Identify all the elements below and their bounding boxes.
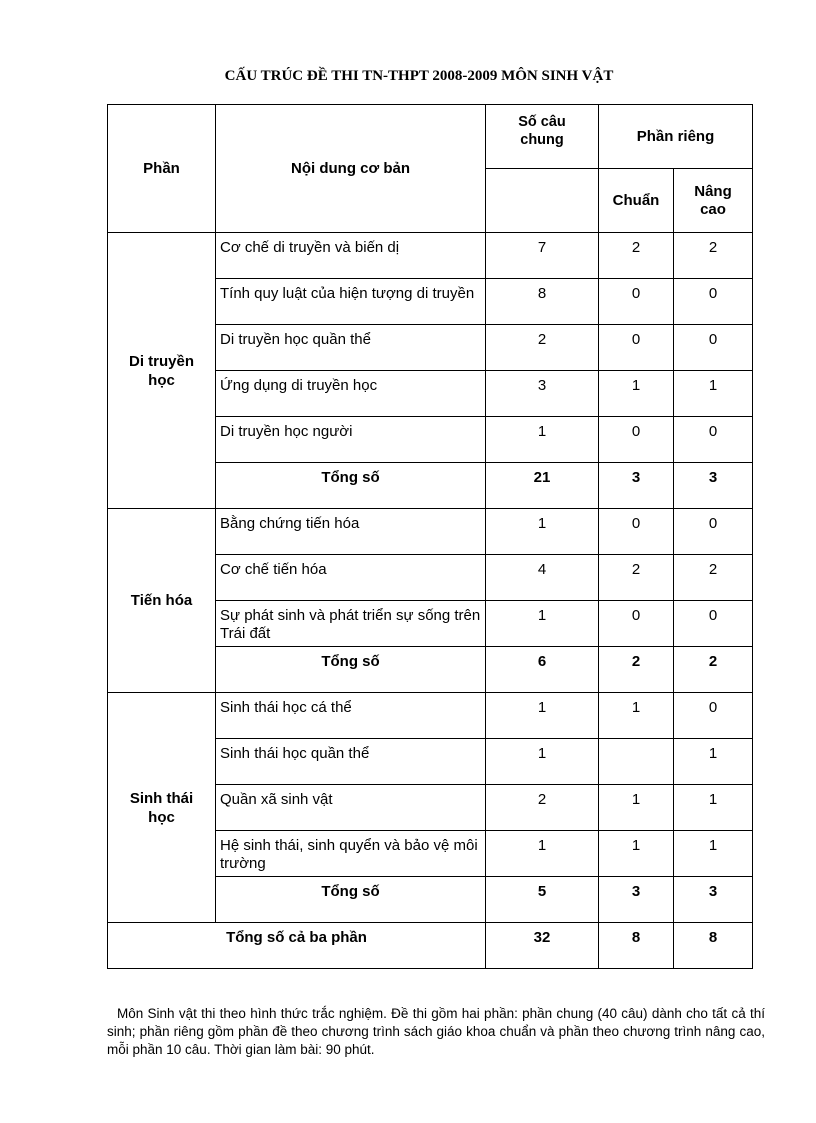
- content-cell: Ứng dụng di truyền học: [216, 371, 486, 417]
- chuan-cell: 1: [599, 371, 674, 417]
- chuan-cell: 2: [599, 233, 674, 279]
- content-cell: Quần xã sinh vật: [216, 785, 486, 831]
- content-cell: Tính quy luật của hiện tượng di truyền: [216, 279, 486, 325]
- total-chung: 5: [486, 877, 599, 923]
- grand-total-label: Tổng số cả ba phần: [108, 923, 486, 969]
- grand-total-chuan: 8: [599, 923, 674, 969]
- chuan-cell: 0: [599, 509, 674, 555]
- chung-cell: 1: [486, 739, 599, 785]
- header-phan: Phần: [108, 105, 216, 233]
- content-cell: Sinh thái học quần thể: [216, 739, 486, 785]
- header-empty: [486, 169, 599, 233]
- chung-cell: 2: [486, 785, 599, 831]
- total-nang-cao: 3: [674, 877, 753, 923]
- chuan-cell: 0: [599, 279, 674, 325]
- nang-cao-cell: 0: [674, 693, 753, 739]
- total-nang-cao: 3: [674, 463, 753, 509]
- content-cell: Di truyền học quần thể: [216, 325, 486, 371]
- chuan-cell: 1: [599, 693, 674, 739]
- chuan-cell: 1: [599, 831, 674, 877]
- chuan-cell: 0: [599, 325, 674, 371]
- content-cell: Cơ chế tiến hóa: [216, 555, 486, 601]
- section-name: Di truyền học: [108, 233, 216, 509]
- content-cell: Hệ sinh thái, sinh quyển và bảo vệ môi trường: [216, 831, 486, 877]
- exam-structure-table: [107, 104, 753, 969]
- grand-total-chung: 32: [486, 923, 599, 969]
- chung-cell: 7: [486, 233, 599, 279]
- table-row: [108, 509, 753, 555]
- header-nang-cao: Nâng cao: [674, 169, 753, 233]
- content-cell: Sự phát sinh và phát triển sự sống trên Trái đất: [216, 601, 486, 647]
- section-name: Tiến hóa: [108, 509, 216, 693]
- chung-cell: 3: [486, 371, 599, 417]
- nang-cao-cell: 2: [674, 233, 753, 279]
- table-row: [108, 693, 753, 739]
- total-chung: 21: [486, 463, 599, 509]
- chuan-cell: 0: [599, 601, 674, 647]
- nang-cao-cell: 0: [674, 509, 753, 555]
- description-paragraph: Môn Sinh vật thi theo hình thức trắc nghiệm. Đề thi gồm hai phần: phần chung (40 câu) dành cho tất cả thí sinh; phần riêng gồm phần đề theo chương trình sách giáo khoa chuẩn và phần theo chương trình nâng cao, mỗi phần 10 câu. Thời gian làm bài: 90 phút.: [107, 1006, 765, 1057]
- total-chuan: 3: [599, 463, 674, 509]
- header-so-cau-chung: Số câu chung: [486, 105, 599, 169]
- page-title: CẤU TRÚC ĐỀ THI TN-THPT 2008-2009 MÔN SINH VẬT: [224, 68, 614, 84]
- content-cell: Di truyền học người: [216, 417, 486, 463]
- total-label: Tổng số: [216, 647, 486, 693]
- grand-total-row: [108, 923, 753, 969]
- header-noi-dung: Nội dung cơ bản: [216, 105, 486, 233]
- nang-cao-cell: 1: [674, 739, 753, 785]
- nang-cao-cell: 1: [674, 785, 753, 831]
- table-row: [108, 233, 753, 279]
- nang-cao-cell: 0: [674, 325, 753, 371]
- nang-cao-cell: 0: [674, 417, 753, 463]
- header-chuan: Chuẩn: [599, 169, 674, 233]
- total-chuan: 3: [599, 877, 674, 923]
- content-cell: Bằng chứng tiến hóa: [216, 509, 486, 555]
- chung-cell: 1: [486, 417, 599, 463]
- header-phan-rieng: Phần riêng: [599, 105, 753, 169]
- total-nang-cao: 2: [674, 647, 753, 693]
- grand-total-nang-cao: 8: [674, 923, 753, 969]
- chuan-cell: 0: [599, 417, 674, 463]
- chuan-cell: 2: [599, 555, 674, 601]
- chung-cell: 1: [486, 509, 599, 555]
- chuan-cell: [599, 739, 674, 785]
- chung-cell: 1: [486, 601, 599, 647]
- chung-cell: 1: [486, 693, 599, 739]
- nang-cao-cell: 0: [674, 279, 753, 325]
- total-label: Tổng số: [216, 463, 486, 509]
- total-chuan: 2: [599, 647, 674, 693]
- chung-cell: 2: [486, 325, 599, 371]
- nang-cao-cell: 1: [674, 831, 753, 877]
- chung-cell: 8: [486, 279, 599, 325]
- chuan-cell: 1: [599, 785, 674, 831]
- content-cell: Sinh thái học cá thể: [216, 693, 486, 739]
- nang-cao-cell: 1: [674, 371, 753, 417]
- nang-cao-cell: 0: [674, 601, 753, 647]
- chung-cell: 4: [486, 555, 599, 601]
- nang-cao-cell: 2: [674, 555, 753, 601]
- chung-cell: 1: [486, 831, 599, 877]
- total-chung: 6: [486, 647, 599, 693]
- content-cell: Cơ chế di truyền và biến dị: [216, 233, 486, 279]
- total-label: Tổng số: [216, 877, 486, 923]
- section-name: Sinh thái học: [108, 693, 216, 923]
